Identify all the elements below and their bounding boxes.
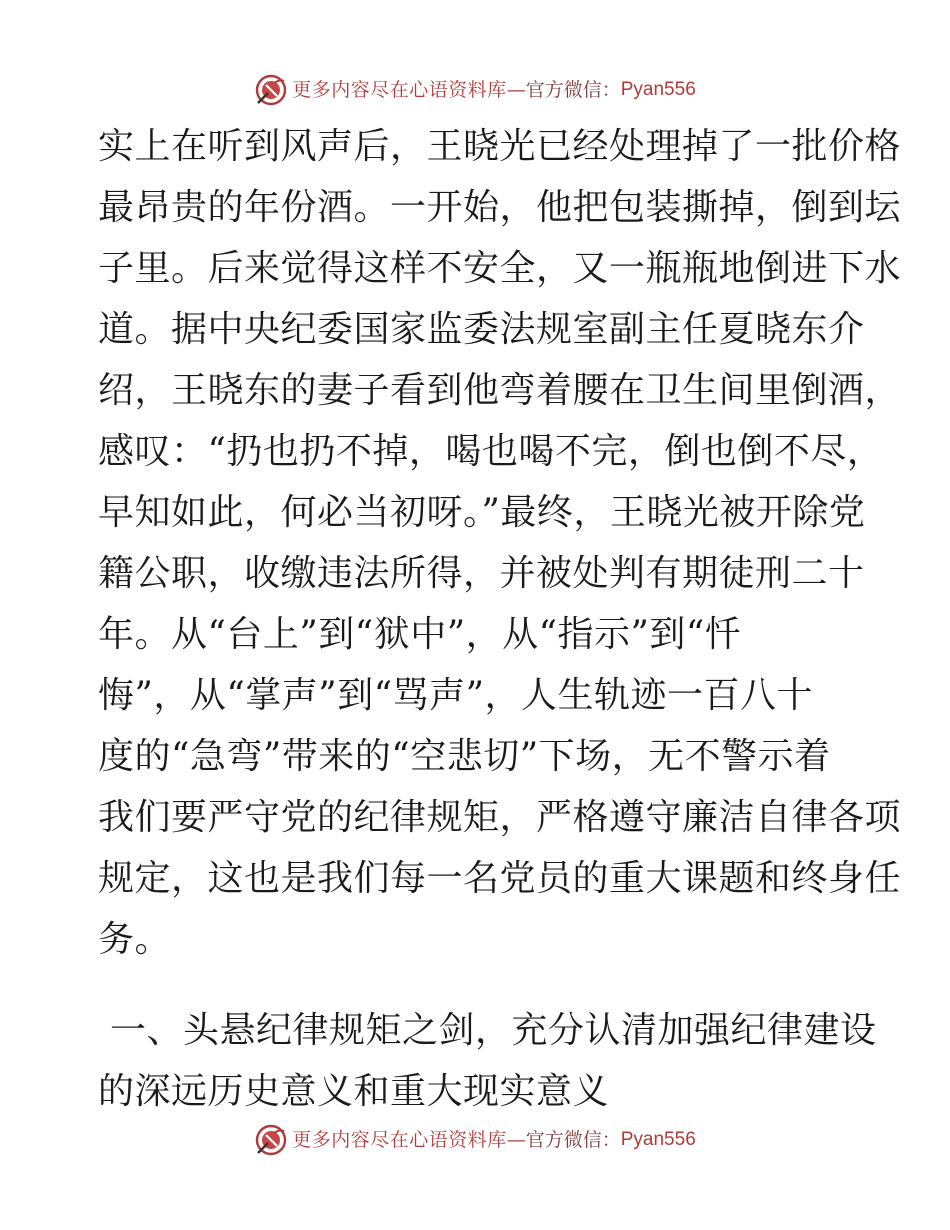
watermark-label: 官方微信：	[525, 1129, 621, 1151]
watermark-text: 更多内容尽在心语资料库	[292, 1129, 507, 1151]
section-heading-line: 的深远历史意义和重大现实意义	[98, 1071, 610, 1112]
body-line: 实上在听到风声后，王晓光已经处理掉了一批价格	[98, 126, 902, 167]
body-line: 务。	[98, 919, 172, 960]
body-line: 子里。后来觉得这样不安全，又一瓶瓶地倒进下水	[98, 248, 902, 289]
body-line: 最昂贵的年份酒。一开始，他把包装撕掉，倒到坛	[98, 187, 902, 228]
watermark-label: 官方微信：	[525, 79, 621, 101]
header-watermark	[0, 70, 950, 110]
watermark-id: Pyan556	[620, 1129, 696, 1150]
document-body	[98, 116, 902, 1122]
body-line: 籍公职，收缴违法所得，并被处判有期徒刑二十	[98, 553, 865, 594]
footer-watermark	[0, 1120, 950, 1160]
watermark-text: 更多内容尽在心语资料库	[292, 79, 507, 101]
paragraph-gap	[98, 970, 858, 1000]
body-line: 规定，这也是我们每一名党员的重大课题和终身任	[98, 858, 902, 899]
body-line: 我们要严守党的纪律规矩，严格遵守廉洁自律各项	[98, 797, 902, 838]
watermark-id: Pyan556	[620, 79, 696, 100]
brand-logo-icon	[254, 1123, 288, 1157]
brand-logo-icon	[254, 73, 288, 107]
body-line: 道。据中央纪委国家监委法规室副主任夏晓东介	[98, 309, 865, 350]
watermark-dash: —	[506, 79, 526, 101]
watermark-dash: —	[506, 1129, 526, 1151]
body-line: 度的“急弯”带来的“空悲切”下场，无不警示着	[98, 736, 831, 777]
section-heading-line: 一、头悬纪律规矩之剑，充分认清加强纪律建设	[98, 1010, 877, 1051]
body-line: 绍，王晓东的妻子看到他弯着腰在卫生间里倒酒，	[98, 370, 902, 411]
body-line: 早知如此，何必当初呀。”最终，王晓光被开除党	[98, 492, 866, 533]
body-line: 年。从“台上”到“狱中”，从“指示”到“忏	[98, 614, 742, 655]
body-line: 感叹：“扔也扔不掉，喝也喝不完，倒也倒不尽，	[98, 431, 884, 472]
body-line: 悔”，从“掌声”到“骂声”，人生轨迹一百八十	[98, 675, 814, 716]
